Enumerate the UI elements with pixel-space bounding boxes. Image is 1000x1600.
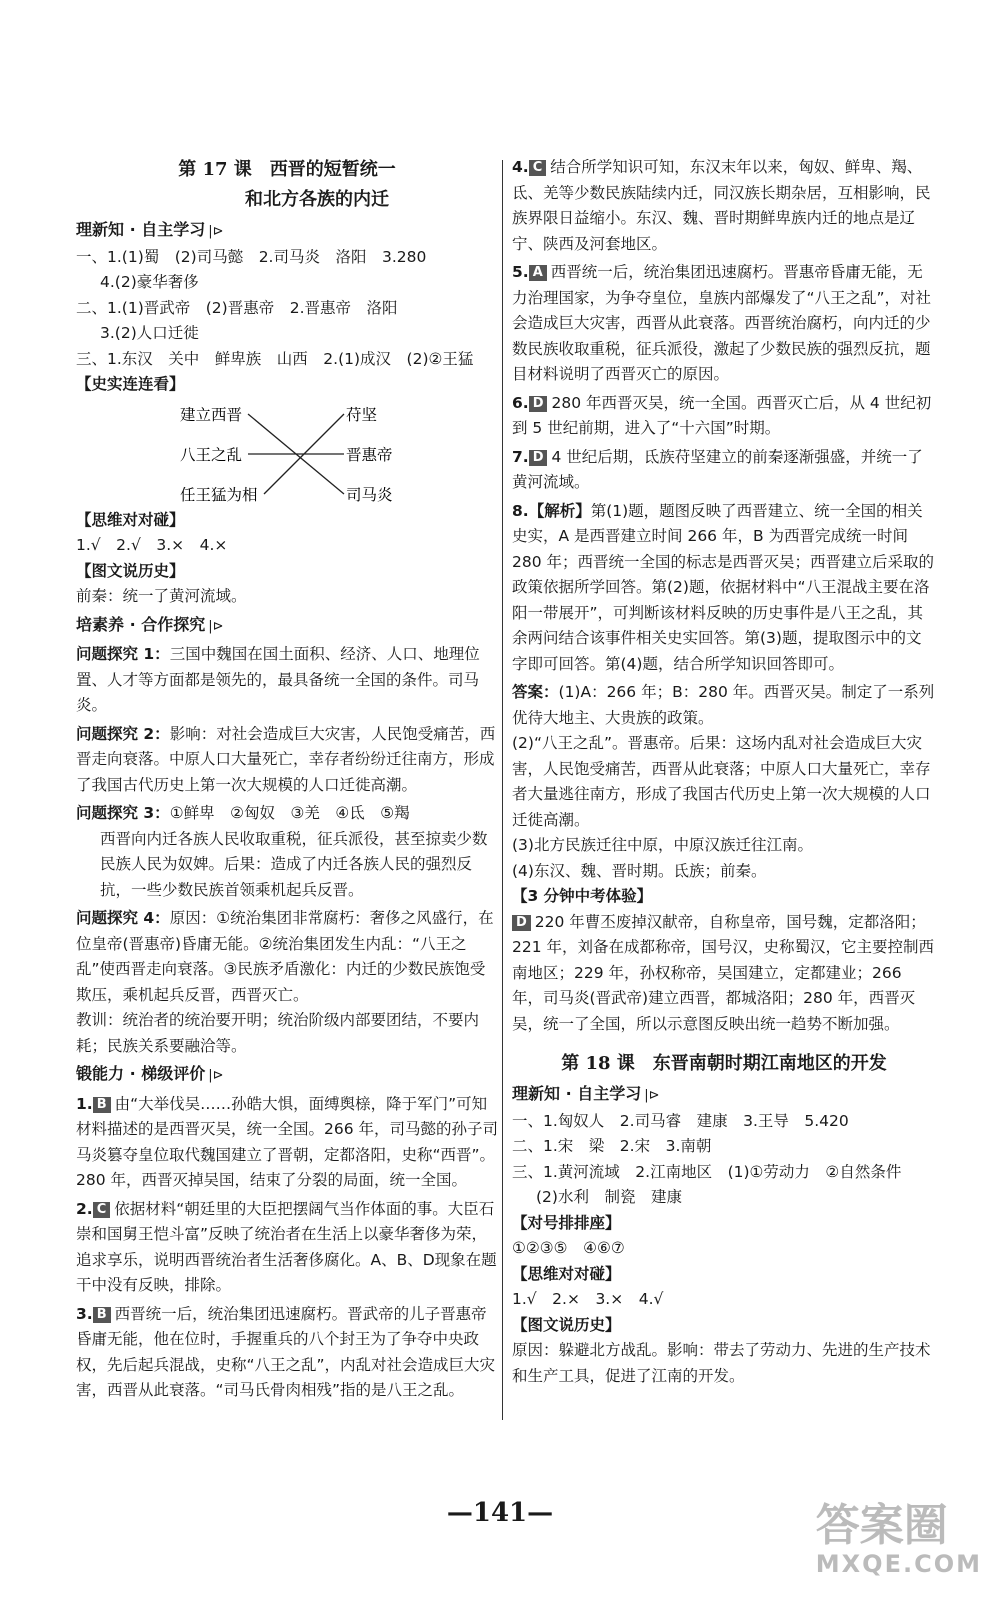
answer-badge: B: [93, 1097, 111, 1113]
arrow-icon: |⊳: [208, 224, 224, 239]
question-number: 4.: [512, 158, 529, 176]
answer-badge: C: [93, 1202, 111, 1218]
tanjiu-3: [76, 801, 498, 827]
watermark-logo: 答案圈: [815, 1500, 948, 1551]
analysis-label: 【解析】: [528, 501, 591, 520]
tanjiu-label: 问题探究 1：: [76, 645, 170, 663]
tag-lianlian: 【史实连连看】: [76, 375, 185, 393]
lesson-18-title: 第 18 课 东晋南朝时期江南地区的开发: [561, 1053, 887, 1074]
question-5: [512, 260, 936, 388]
section-heading: [76, 217, 498, 245]
q8-answer-2: (2)“八王之乱”。晋惠帝。后果：这场内乱对社会造成巨大灾害，人民饱受痛苦，西晋从此衰落；中原人口大量死亡，幸存者大量逃往南方，形成了我国古代历史上第一次大规模的人口迁徙高潮。: [512, 734, 931, 829]
tag-tuwen: 【图文说历史】: [512, 1315, 621, 1334]
watermark: [816, 1502, 982, 1578]
lesson-17-title-line2: 和北方各族的内迁: [245, 189, 389, 210]
answer-badge: A: [529, 265, 547, 281]
tag-paipai: 【对号排排座】: [512, 1213, 621, 1232]
q8-answer-3: (3)北方民族迁往中原，中原汉族迁往江南。: [512, 836, 813, 854]
tanjiu-4: [76, 906, 498, 1008]
answer-badge: D: [529, 450, 548, 466]
answer-line: 一、1.(1)蜀 (2)司马懿 2.司马炎 洛阳 3.280: [76, 247, 427, 266]
tanjiu-label: 问题探究 4：: [76, 909, 170, 927]
q8-answer-1: [512, 680, 936, 731]
question-number: 7.: [512, 447, 529, 466]
section-label: 培素养 · 合作探究: [76, 614, 206, 634]
section-label: 理新知 · 自主学习: [76, 220, 206, 239]
question-explanation: 4 世纪后期，氐族苻坚建立的前秦逐渐强盛，并统一了黄河流域。: [512, 447, 923, 491]
answer-line: 3.(2)人口迁徙: [100, 324, 199, 342]
section-heading: [76, 1061, 498, 1089]
tanjiu-4-more: 教训：统治者的统治要开明；统治阶级内部要团结，不要内耗；民族关系要融洽等。: [76, 1011, 480, 1055]
matching-diagram: [76, 398, 496, 508]
question-number: 5.: [512, 263, 529, 281]
question-explanation: 280 年西晋灭吴，统一全国。西晋灭亡后，从 4 世纪初到 5 世纪前期，进入了“十六国”时期。: [512, 393, 932, 437]
tanjiu-text: 影响：对社会造成巨大灾害，人民饱受痛苦，西晋走向衰落。中原人口大量死亡，幸存者纷纷迁往南方，形成了我国古代历史上第一次大规模的人口迁徙高潮。: [76, 724, 496, 794]
section-label: 锻能力 · 梯级评价: [76, 1064, 206, 1083]
match-right-2: 晋惠帝: [346, 445, 393, 464]
question-explanation: 西晋统一后，统治集团迅速腐朽。晋武帝的儿子晋惠帝昏庸无能，他在位时，手握重兵的八个封王为了争夺中央政权，先后起兵混战，史称“八王之乱”，内乱对社会造成巨大灾害，西晋从此衰落。“司马氏骨肉相残”指的是八王之乱。: [76, 1304, 496, 1399]
section-heading: [76, 612, 498, 640]
question-number: 3.: [76, 1304, 93, 1323]
question-2: [76, 1197, 498, 1299]
answer-line: 二、1.宋 梁 2.宋 3.南朝: [512, 1137, 712, 1155]
match-left-3: 任王猛为相: [180, 485, 258, 504]
tanjiu-label: 问题探究 3：: [76, 804, 170, 822]
answer-line: 三、1.东汉 关中 鲜卑族 山西 2.(1)成汉 (2)②王猛: [76, 349, 474, 368]
arrow-icon: |⊳: [208, 1068, 224, 1083]
arrow-icon: |⊳: [644, 1088, 660, 1103]
question-explanation: 依据材料“朝廷里的大臣把摆阔气当作体面的事。大臣石崇和国舅王恺斗富”反映了统治者在生活上以豪华奢侈为荣，追求享乐，说明西晋统治者生活奢侈腐化。A、B、D现象在题干中没有反映，排除。: [76, 1199, 497, 1294]
question-explanation: 西晋统一后，统治集团迅速腐朽。晋惠帝昏庸无能，无力治理国家，为争夺皇位，皇族内部爆发了“八王之乱”，对社会造成巨大灾害，西晋从此衰落。西晋统治腐朽，向内迁的少数民族收取重税，征兵派役，激起了少数民族的强烈反抗，题目材料说明了西晋灭亡的原因。: [512, 263, 932, 383]
zhongkao-answer: [512, 910, 936, 1038]
match-left-1: 建立西晋: [180, 405, 243, 424]
question-number: 1.: [76, 1094, 93, 1113]
lesson-17-title: [76, 155, 498, 215]
tanjiu-1: [76, 642, 498, 719]
question-number: 2.: [76, 1199, 93, 1218]
watermark-url: MXQE.COM: [815, 1550, 982, 1578]
tanjiu-text: ①鲜卑 ②匈奴 ③羌 ④氐 ⑤羯: [169, 804, 410, 822]
tuwen-answer: 前秦：统一了黄河流域。: [76, 587, 247, 605]
siwei-answers: 1.√ 2.× 3.× 4.√: [512, 1290, 664, 1308]
tuwen-answer: 原因：躲避北方战乱。影响：带去了劳动力、先进的生产技术和生产工具，促进了江南的开发。: [512, 1341, 931, 1385]
answer-badge: B: [93, 1307, 111, 1323]
tanjiu-3-more: 西晋向内迁各族人民收取重税，征兵派役，甚至掠卖少数民族人民为奴婢。后果：造成了内迁各族人民的强烈反抗，一些少数民族首领乘机起兵反晋。: [100, 829, 488, 899]
tanjiu-2: [76, 722, 498, 799]
answer-badge: C: [529, 160, 547, 176]
question-1: [76, 1092, 498, 1194]
arrow-icon: |⊳: [208, 618, 224, 634]
tag-siwei: 【思维对对碰】: [76, 510, 185, 529]
tag-siwei: 【思维对对碰】: [512, 1264, 621, 1283]
page-number: —141—: [446, 1498, 554, 1528]
left-column: [76, 155, 498, 1404]
tag-zhongkao: 【3 分钟中考体验】: [512, 887, 653, 905]
lesson-17-title-line1: 第 17 课 西晋的短暂统一: [178, 159, 396, 180]
tanjiu-label: 问题探究 2：: [76, 724, 170, 743]
answer-text: (1)A：266 年；B：280 年。西晋灭吴。制定了一系列优待大地主、大贵族的政策。: [512, 683, 935, 727]
tag-tuwen: 【图文说历史】: [76, 561, 185, 580]
tanjiu-text: 三国中魏国在国土面积、经济、人口、地理位置、人才等方面都是领先的，最具备统一全国的条件。司马炎。: [76, 645, 480, 714]
right-column: [512, 155, 936, 1389]
section-label: 理新知 · 自主学习: [512, 1084, 642, 1103]
question-3: [76, 1302, 498, 1404]
zhongkao-text: 220 年曹丕废掉汉献帝，自称皇帝，国号魏，定都洛阳；221 年，刘备在成都称帝，国号汉，史称蜀汉，它主要控制西南地区；229 年，孙权称帝，吴国建立，定都建业；266 年，司马炎(晋武帝)建立西晋，都城洛阳；280 年，西晋灭吴，统一了全国，所以示意图反映出统一趋势不断加强。: [512, 912, 935, 1033]
question-number: 8.: [512, 501, 529, 520]
answer-badge: D: [529, 396, 548, 412]
question-4: [512, 155, 936, 257]
answer-badge: D: [512, 915, 531, 931]
answer-line: 三、1.黄河流域 2.江南地区 (1)①劳动力 ②自然条件: [512, 1162, 902, 1181]
question-explanation: 结合所学知识可知，东汉末年以来，匈奴、鲜卑、羯、氐、羌等少数民族陆续内迁，同汉族长期杂居，互相影响，民族界限日益缩小。东汉、魏、晋时期鲜卑族内迁的地点是辽宁、陕西及河套地区。: [512, 158, 931, 253]
match-right-1: 苻坚: [346, 405, 378, 424]
question-explanation: 第(1)题，题图反映了西晋建立、统一全国的相关史实，A 是西晋建立时间 266 年，B 为西晋完成统一时间 280 年；西晋统一全国的标志是西晋灭吴；西晋建立后采取的政策依据所学回答。第(2)题，依据材料中“八王混战主要在洛阳一带展开”，可判断该材料反映的历史事件是八王之乱，其余两问结合该事件相关史实回答。第(3)题，提取图示中的文字即可回答。第(4)题，结合所学知识回答即可。: [512, 501, 935, 673]
answer-line: (2)水利 制瓷 建康: [536, 1188, 682, 1206]
answer-line: 一、1.匈奴人 2.司马睿 建康 3.王导 5.420: [512, 1111, 849, 1130]
section-heading: [512, 1081, 936, 1109]
tanjiu-text: 原因：①统治集团非常腐朽：奢侈之风盛行，在位皇帝(晋惠帝)昏庸无能。②统治集团发生内乱：“八王之乱”使西晋走向衰落。③民族矛盾激化：内迁的少数民族饱受欺压，乘机起兵反晋，西晋灭亡。: [76, 909, 494, 1004]
siwei-answers: 1.√ 2.√ 3.× 4.×: [76, 536, 228, 554]
question-7: [512, 445, 936, 496]
answer-label: 答案：: [512, 683, 559, 701]
match-right-3: 司马炎: [346, 485, 393, 504]
question-explanation: 由“大举伐吴……孙皓大惧，面缚舆榇，降于军门”可知材料描述的是西晋灭吴，统一全国。266 年，司马懿的孙子司马炎篡夺皇位取代魏国建立了晋朝，定都洛阳，史称“西晋”。280 年，西晋灭掉吴国，结束了分裂的局面，统一全国。: [76, 1094, 499, 1189]
q8-answer-4: (4)东汉、魏、晋时期。氐族；前秦。: [512, 861, 767, 880]
answer-line: 二、1.(1)晋武帝 (2)晋惠帝 2.晋惠帝 洛阳: [76, 298, 398, 317]
paipai-answers: ①②③⑤ ④⑥⑦: [512, 1239, 625, 1257]
question-number: 6.: [512, 393, 529, 412]
answer-line: 4.(2)豪华奢侈: [100, 273, 199, 291]
column-divider: [502, 160, 503, 1420]
question-6: [512, 391, 936, 442]
match-left-2: 八王之乱: [180, 445, 243, 464]
question-8: [512, 499, 936, 678]
